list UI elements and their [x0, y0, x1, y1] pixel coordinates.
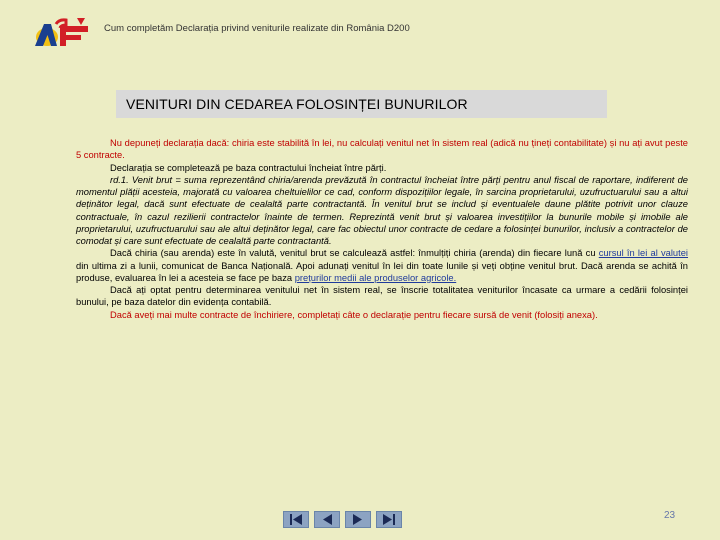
first-page-icon: [289, 514, 303, 525]
header-text: Cum completăm Declarația privind veniturile realizate din România D200: [104, 23, 410, 34]
next-page-icon: [352, 514, 364, 525]
next-page-button[interactable]: [345, 511, 371, 528]
previous-page-button[interactable]: [314, 511, 340, 528]
paragraph-real-system: Dacă ați optat pentru determinarea venitului net în sistem real, se înscrie totalitatea veniturilor încasate ca urmare a cedării folosinței bunului, pe baza datelor din evidența contabilă.: [76, 285, 688, 308]
body-text: [76, 137, 688, 321]
last-page-button[interactable]: [376, 511, 402, 528]
anaf-logo-icon: [33, 16, 93, 48]
page-title: VENITURI DIN CEDAREA FOLOSINȚEI BUNURILOR: [126, 96, 468, 112]
paragraph-venit-brut: rd.1. Venit brut = suma reprezentând chiria/arenda prevăzută în contractul încheiat între părți pentru anul fiscal de raportare, indiferent de momentul plății acesteia, majorată cu valoarea cheltuielilor ce cad, conform dispozițiilor legale, în sarcina proprietarului, uzufructuarului sau a altui deținător legal, dacă sunt efectuate de cealaltă parte contractantă. În venitul brut se includ și eventualele daune plătite potrivit unor clauze contractuale, în cazul rezilierii contractelor înainte de termen. Reprezintă venit brut și valoarea investițiilor la bunurile mobile și imobile ale proprietarului, uzufructuarului sau ale altui deținător legal, care fac obiectul unor contracte de cedare a folosinței bunurilor, inclusiv a contractelor de comodat și care sunt efectuate de cealaltă parte contractantă.: [76, 174, 688, 246]
previous-page-icon: [321, 514, 333, 525]
last-page-icon: [382, 514, 396, 525]
title-band: [116, 90, 607, 118]
slide-navigation: [283, 511, 402, 528]
link-agricultural-prices[interactable]: prețurilor medii ale produselor agricole.: [294, 272, 457, 283]
first-page-button[interactable]: [283, 511, 309, 528]
paragraph-multiple-contracts: Dacă aveți mai multe contracte de închiriere, completați câte o declarație pentru fiecare sursă de venit (folosiți anexa).: [110, 309, 598, 320]
paragraph-no-declaration: Nu depuneți declarația dacă: chiria este stabilită în lei, nu calculați venitul net în sistem real (adică nu țineți contabilitate) și nu ați avut peste 5 contracte.: [76, 138, 688, 161]
page-number: 23: [664, 510, 676, 521]
link-exchange-rate[interactable]: cursul în lei al valutei: [598, 248, 689, 259]
paragraph-contract-basis: Declarația se completează pe baza contractului încheiat între părți.: [110, 162, 387, 173]
paragraph-currency: Dacă chiria (sau arenda) este în valută, venitul brut se calculează astfel: înmulțiți chiria (arenda) din fiecare lună cu cursul în lei al valutei din ultima zi a lunii, comunicat de Banca Națională. Apoi adunați venitul în lei din toate lunile și veți obține venitul brut. Dacă arenda se achită în produse, evaluarea în lei a acesteia se face pe baza prețurilor medii ale produselor agricole.: [76, 248, 689, 283]
